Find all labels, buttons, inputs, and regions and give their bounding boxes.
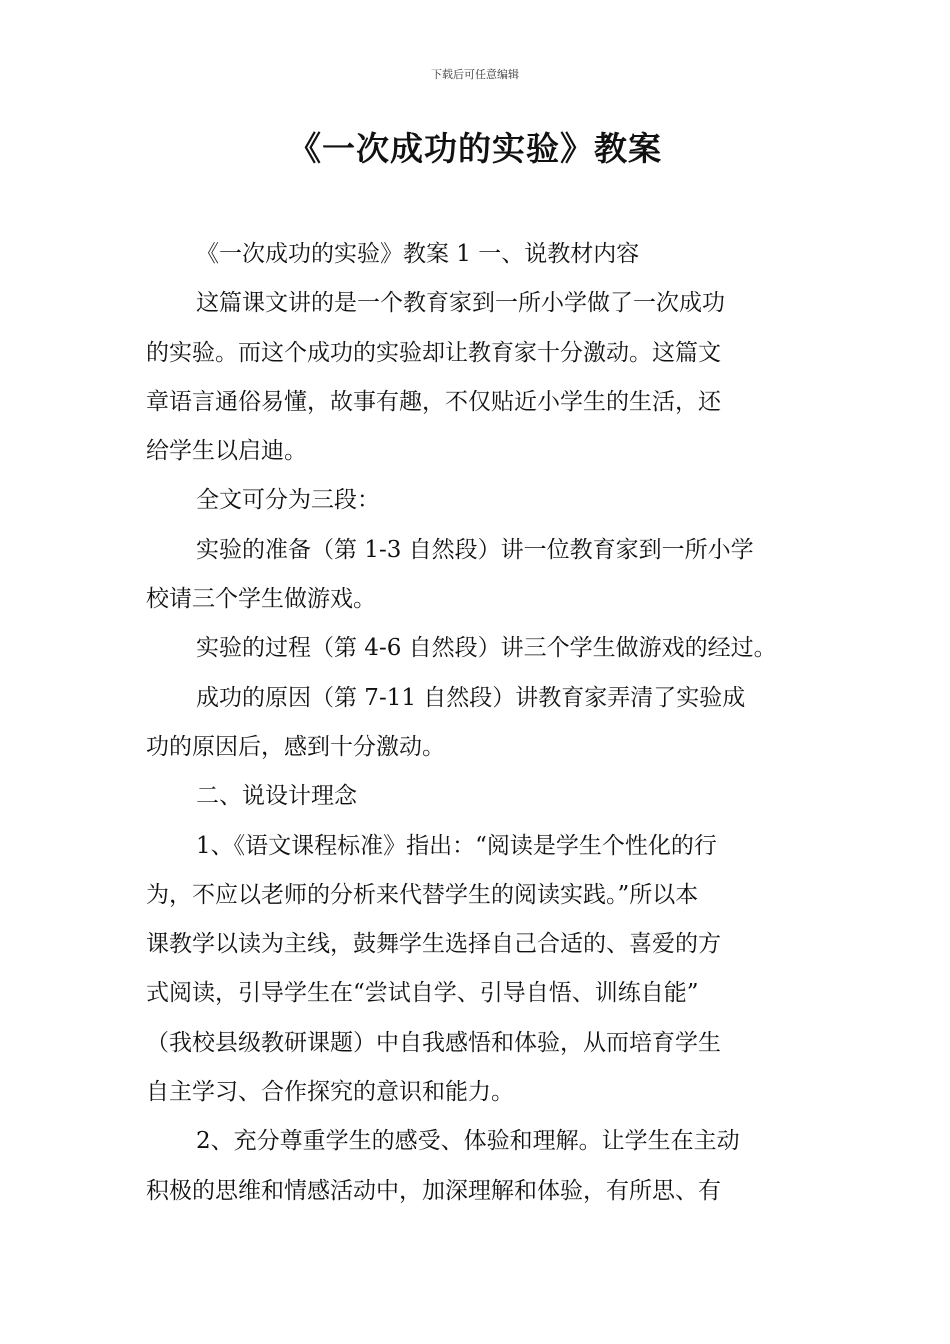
paragraph-line: 这篇课文讲的是一个教育家到一所小学做了一次成功 bbox=[196, 290, 725, 317]
paragraph-line: 实验的准备（第 1-3 自然段）讲一位教育家到一所小学 bbox=[196, 536, 754, 563]
paragraph-line: 积极的思维和情感活动中，加深理解和体验，有所思、有 bbox=[146, 1177, 721, 1204]
paragraph-9 bbox=[146, 1117, 806, 1216]
paragraph-line: （我校县级教研课题）中自我感悟和体验，从而培育学生 bbox=[146, 1029, 721, 1056]
paragraph-line: 的实验。而这个成功的实验却让教育家十分激动。这篇文 bbox=[146, 339, 721, 366]
paragraph-line: 章语言通俗易懂，故事有趣，不仅贴近小学生的生活，还 bbox=[146, 388, 721, 415]
paragraph-line: 1、《语文课程标准》指出：“阅读是学生个性化的行 bbox=[196, 832, 717, 859]
page-title: 《一次成功的实验》教案 bbox=[288, 129, 662, 168]
paragraph-6 bbox=[146, 674, 806, 773]
paragraph-line: 《一次成功的实验》教案 1 一、说教材内容 bbox=[196, 241, 640, 267]
paragraph-line: 全文可分为三段： bbox=[196, 487, 380, 514]
paragraph-line: 2、充分尊重学生的感受、体验和理解。让学生在主动 bbox=[196, 1128, 740, 1155]
paragraph-line: 课教学以读为主线，鼓舞学生选择自己合适的、喜爱的方 bbox=[146, 931, 721, 958]
paragraph-line: 自主学习、合作探究的意识和能力。 bbox=[146, 1079, 514, 1106]
paragraph-line: 实验的过程（第 4-6 自然段）讲三个学生做游戏的经过。 bbox=[196, 635, 777, 662]
paragraph-line: 功的原因后，感到十分激动。 bbox=[146, 733, 445, 760]
paragraph-8 bbox=[146, 822, 806, 1118]
document-body bbox=[146, 230, 806, 1216]
header-note: 下载后可任意编辑 bbox=[431, 68, 519, 81]
paragraph-3 bbox=[146, 476, 806, 525]
paragraph-line: 二、说设计理念 bbox=[196, 783, 357, 810]
paragraph-line: 成功的原因（第 7-11 自然段）讲教育家弄清了实验成 bbox=[196, 684, 746, 711]
paragraph-line: 式阅读，引导学生在“尝试自学、引导自悟、训练自能” bbox=[146, 980, 699, 1007]
paragraph-line: 给学生以启迪。 bbox=[146, 438, 307, 465]
paragraph-4 bbox=[146, 526, 806, 625]
section-heading bbox=[146, 772, 806, 821]
paragraph-5 bbox=[146, 624, 806, 673]
paragraph-line: 为，不应以老师的分析来代替学生的阅读实践。”所以本 bbox=[146, 881, 699, 908]
paragraph-2 bbox=[146, 279, 806, 476]
paragraph-1 bbox=[146, 230, 806, 279]
paragraph-line: 校请三个学生做游戏。 bbox=[146, 586, 376, 613]
